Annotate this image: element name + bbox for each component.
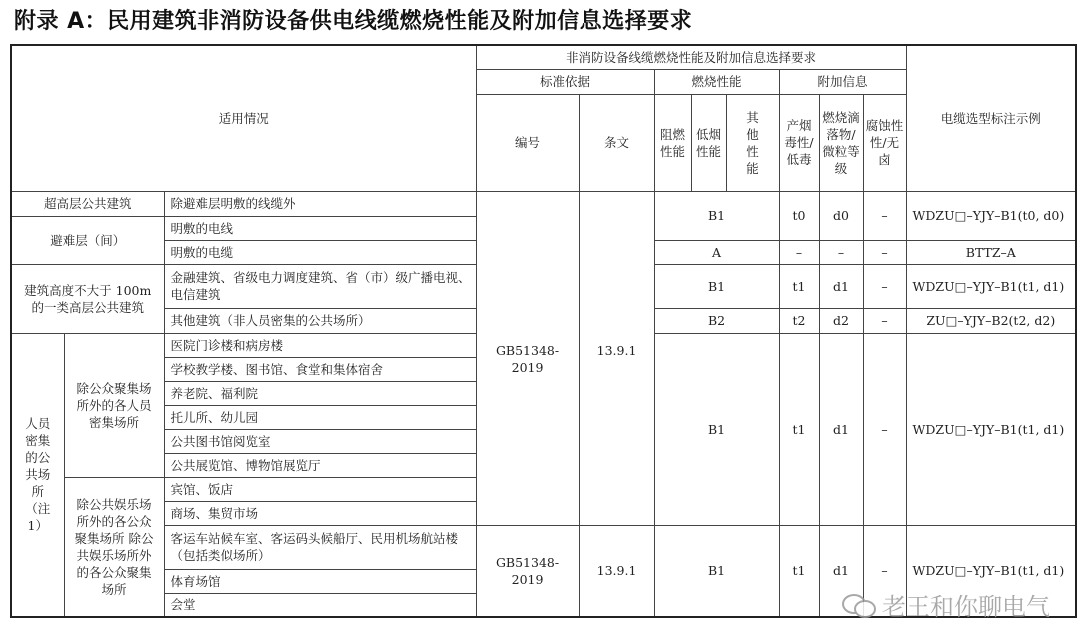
situation-item: 体育场馆	[164, 569, 476, 593]
header-dripping: 燃烧滴落物/微粒等级	[819, 94, 863, 191]
situation-item: 明敷的电线	[164, 216, 476, 240]
perf-value: A	[654, 240, 779, 264]
corrosion-value: –	[863, 264, 906, 308]
perf-value: B2	[654, 308, 779, 333]
example-value: WDZU□–YJY–B1(t0, d0)	[906, 191, 1076, 240]
header-combustion: 燃烧性能	[654, 69, 779, 94]
subcategory-public-gathering-places: 除公共娱乐场所外的各公众聚集场所 除公共娱乐场所外的各公众聚集场所	[64, 477, 164, 617]
example-value: WDZU□–YJY–B1(t1, d1)	[906, 525, 1076, 617]
header-standard: 标准依据	[476, 69, 654, 94]
corrosion-value: –	[863, 240, 906, 264]
watermark	[842, 587, 1050, 622]
situation-item: 公共图书馆阅览室	[164, 429, 476, 453]
header-group: 非消防设备线缆燃烧性能及附加信息选择要求	[476, 45, 906, 69]
header-code: 编号	[476, 94, 579, 191]
situation-item: 学校教学楼、图书馆、食堂和集体宿舍	[164, 357, 476, 381]
cable-selection-table	[10, 44, 1077, 618]
situation-item: 商场、集贸市场	[164, 501, 476, 525]
toxicity-value: t0	[779, 191, 819, 240]
situation-item: 其他建筑（非人员密集的公共场所）	[164, 308, 476, 333]
corrosion-value: –	[863, 333, 906, 525]
example-value: ZU□–YJY–B2(t2, d2)	[906, 308, 1076, 333]
dripping-value: d1	[819, 525, 863, 617]
situation-item: 明敷的电缆	[164, 240, 476, 264]
corrosion-value: –	[863, 191, 906, 240]
header-example: 电缆选型标注示例	[906, 45, 1076, 191]
category-high-rise-100m: 建筑高度不大于 100m 的一类高层公共建筑	[11, 264, 164, 333]
example-value: BTTZ–A	[906, 240, 1076, 264]
dripping-value: d0	[819, 191, 863, 240]
situation-item: 宾馆、饭店	[164, 477, 476, 501]
toxicity-value: t2	[779, 308, 819, 333]
situation-item: 公共展览馆、博物馆展览厅	[164, 453, 476, 477]
header-other: 其他性能	[726, 94, 779, 191]
header-low-smoke: 低烟性能	[691, 94, 726, 191]
perf-value: B1	[654, 525, 779, 617]
perf-value: B1	[654, 191, 779, 240]
situation-item: 客运车站候车室、客运码头候船厅、民用机场航站楼（包括类似场所）	[164, 525, 476, 569]
header-applicable: 适用情况	[11, 45, 476, 191]
perf-value: B1	[654, 264, 779, 308]
standard-clause-2: 13.9.1	[579, 525, 654, 617]
dripping-value: d1	[819, 264, 863, 308]
situation-item: 会堂	[164, 593, 476, 617]
dripping-value: d2	[819, 308, 863, 333]
corrosion-value: –	[863, 308, 906, 333]
header-flame-retardant: 阻燃性能	[654, 94, 691, 191]
situation-item: 托儿所、幼儿园	[164, 405, 476, 429]
standard-clause-1: 13.9.1	[579, 191, 654, 525]
category-crowded-public-places: 人员密集的公共场所（注 1）	[11, 333, 64, 617]
situation-item: 金融建筑、省级电力调度建筑、省（市）级广播电视、电信建筑	[164, 264, 476, 308]
toxicity-value: t1	[779, 333, 819, 525]
toxicity-value: t1	[779, 264, 819, 308]
page-title: 附录 A：民用建筑非消防设备供电线缆燃烧性能及附加信息选择要求	[14, 9, 693, 34]
situation-item: 医院门诊楼和病房楼	[164, 333, 476, 357]
watermark-text: 老王和你聊电气	[882, 593, 1050, 621]
header-corrosion: 腐蚀性性/无卤	[863, 94, 906, 191]
dripping-value: –	[819, 240, 863, 264]
category-super-high-rise: 超高层公共建筑	[11, 191, 164, 216]
category-refuge-floor: 避难层（间）	[11, 216, 164, 264]
perf-value: B1	[654, 333, 779, 525]
header-clause: 条文	[579, 94, 654, 191]
standard-code-2: GB51348-2019	[476, 525, 579, 617]
situation-item: 除避难层明敷的线缆外	[164, 191, 476, 216]
standard-code-1: GB51348-2019	[476, 191, 579, 525]
situation-item: 养老院、福利院	[164, 381, 476, 405]
example-value: WDZU□–YJY–B1(t1, d1)	[906, 333, 1076, 525]
subcategory-crowded-places: 除公众聚集场所外的各人员密集场所	[64, 333, 164, 477]
corrosion-value: –	[863, 525, 906, 617]
dripping-value: d1	[819, 333, 863, 525]
toxicity-value: –	[779, 240, 819, 264]
example-value: WDZU□–YJY–B1(t1, d1)	[906, 264, 1076, 308]
toxicity-value: t1	[779, 525, 819, 617]
header-additional: 附加信息	[779, 69, 906, 94]
wechat-icon	[842, 592, 876, 618]
header-smoke-toxicity: 产烟毒性/低毒	[779, 94, 819, 191]
